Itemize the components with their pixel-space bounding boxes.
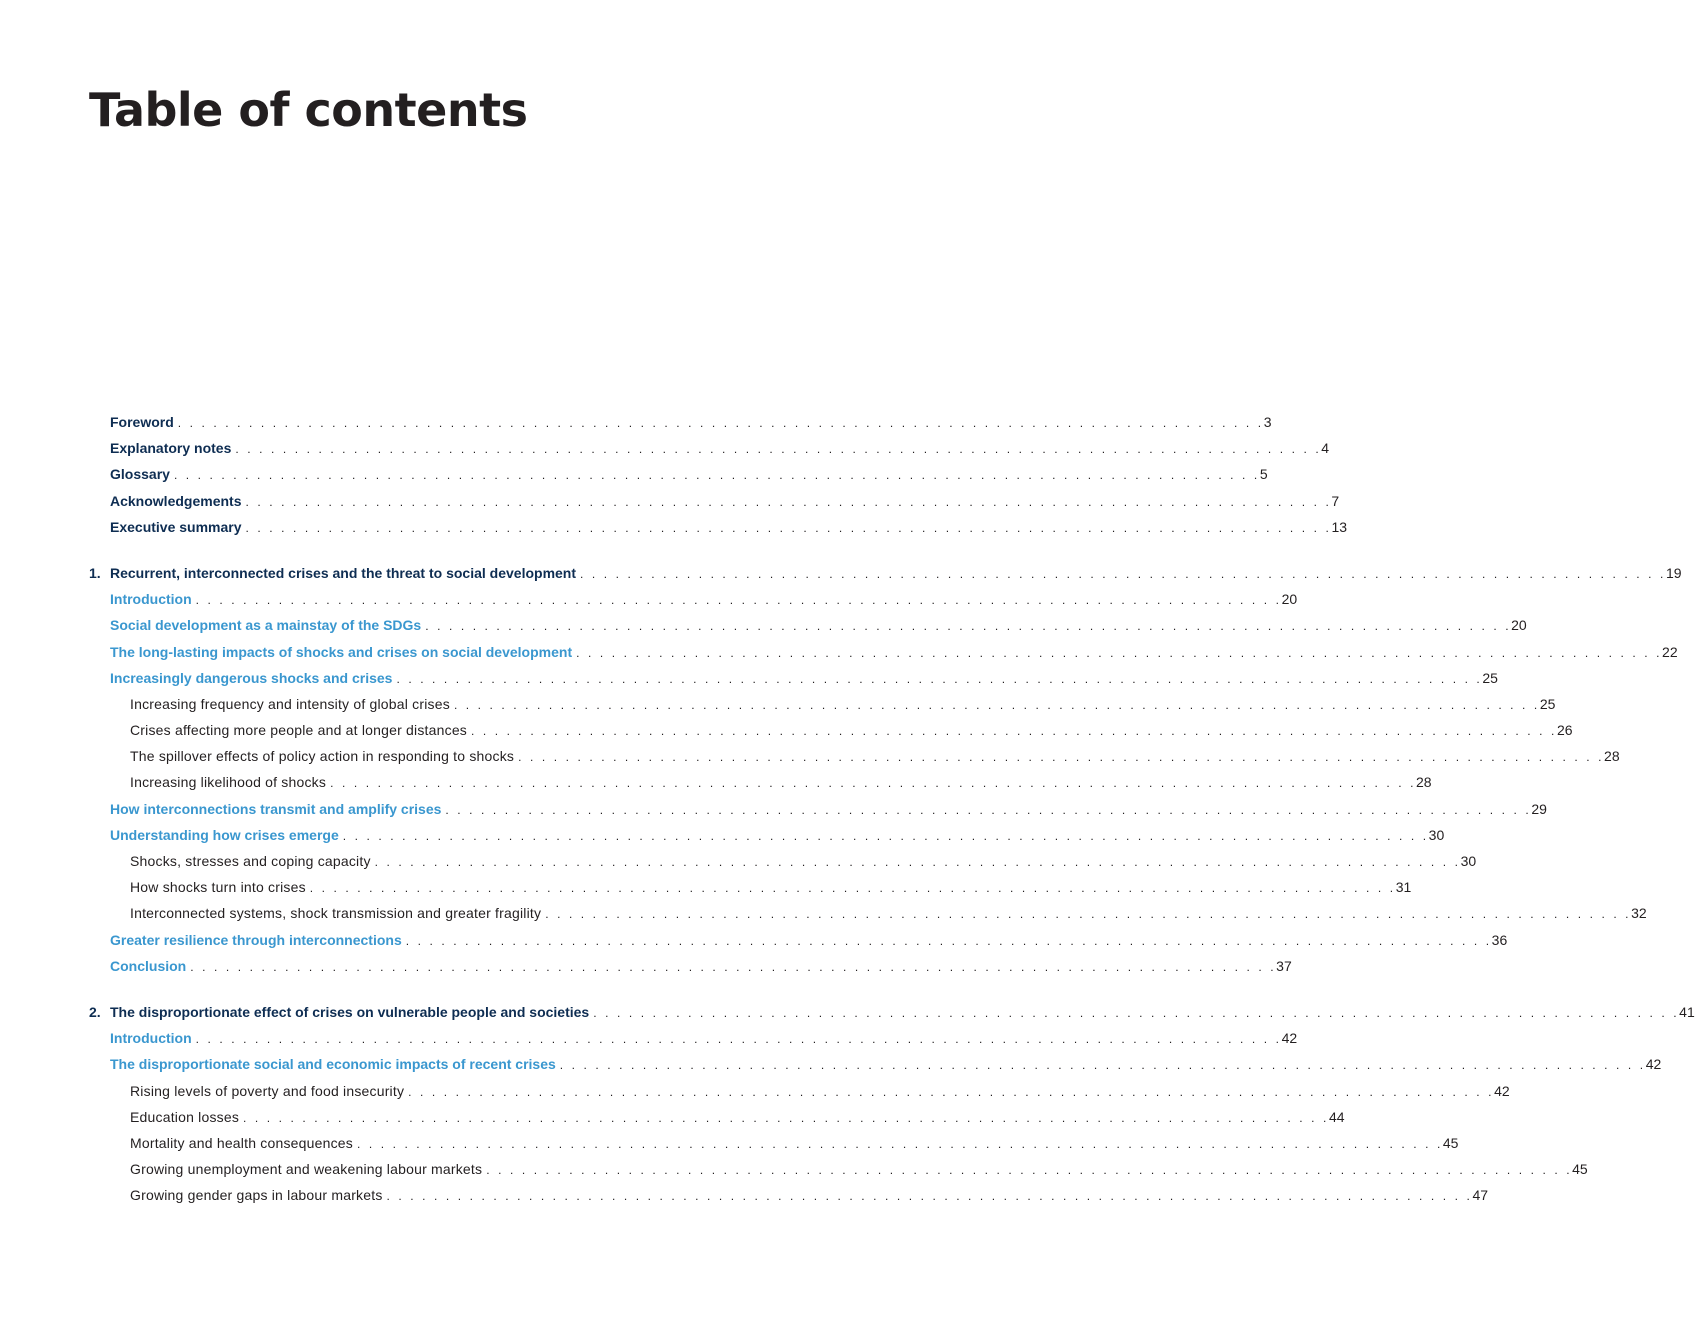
toc-chapter-entry[interactable]: [89, 560, 1682, 586]
toc-entry[interactable]: [89, 435, 1330, 461]
dot-leader: . . . . . . . . . . . . . . . . . . . . . . . . . . . . . . . . . . . . . . . . . . . . . . . . . . . . . . . . . . . . . . . . . . . . . . . . . . . . . . . . . . . . . . . . . . . .: [593, 1005, 1680, 1020]
toc-page-number: 20: [1511, 617, 1527, 634]
toc-section-entry[interactable]: [89, 1051, 1662, 1077]
toc-page-number: 28: [1416, 774, 1432, 791]
toc-entry-label: Acknowledgements: [110, 492, 242, 509]
toc-entry-label: Increasing frequency and intensity of global crises: [130, 695, 450, 712]
toc-entry-label: How shocks turn into crises: [130, 879, 306, 896]
toc-page-number: 36: [1491, 931, 1508, 948]
toc-entry-label: Introduction: [110, 1030, 192, 1047]
dot-leader: . . . . . . . . . . . . . . . . . . . . . . . . . . . . . . . . . . . . . . . . . . . . . . . . . . . . . . . . . . . . . . . . . . . . . . . . . . . . . . . . . . . . . . . . . . . .: [195, 593, 1282, 608]
toc-page-number: 30: [1460, 853, 1477, 869]
dot-leader: . . . . . . . . . . . . . . . . . . . . . . . . . . . . . . . . . . . . . . . . . . . . . . . . . . . . . . . . . . . . . . . . . . . . . . . . . . . . . . . . . . . . . . . . . . . .: [235, 442, 1322, 457]
toc-entry-label: Mortality and health consequences: [130, 1134, 353, 1151]
chapter-number: 2.: [89, 1003, 101, 1020]
toc-page-number: 19: [1665, 564, 1682, 581]
toc-page-number: 42: [1281, 1030, 1298, 1047]
toc-entry-label: Glossary: [110, 466, 170, 483]
toc-subsection-entry[interactable]: [89, 691, 1556, 717]
toc-page-number: 31: [1395, 879, 1412, 896]
toc-page-number: 28: [1604, 748, 1620, 765]
toc-section-entry[interactable]: [89, 612, 1527, 638]
toc-subsection-entry[interactable]: [89, 769, 1432, 795]
toc-subsection-entry[interactable]: [89, 1130, 1459, 1156]
dot-leader: . . . . . . . . . . . . . . . . . . . . . . . . . . . . . . . . . . . . . . . . . . . . . . . . . . . . . . . . . . . . . . . . . . . . . . . . . . . . . . . . . . . . . . . . . . . .: [576, 645, 1663, 660]
toc-subsection-entry[interactable]: [89, 1104, 1345, 1130]
toc-entry-label: Education losses: [130, 1108, 240, 1125]
toc-page-number: 42: [1645, 1056, 1662, 1073]
toc-page-number: 25: [1482, 669, 1498, 686]
toc-page-number: 32: [1631, 905, 1647, 922]
toc-entry-label: Conclusion: [110, 957, 187, 974]
toc-entry-label: Understanding how crises emerge: [110, 826, 339, 843]
toc-entry-label: Crises affecting more people and at longer distances: [130, 722, 468, 739]
toc-subsection-entry[interactable]: [89, 848, 1477, 874]
dot-leader: . . . . . . . . . . . . . . . . . . . . . . . . . . . . . . . . . . . . . . . . . . . . . . . . . . . . . . . . . . . . . . . . . . . . . . . . . . . . . . . . . . . . . . . . . . . .: [177, 416, 1264, 430]
toc-section-entry[interactable]: [89, 796, 1547, 822]
toc-page-number: 25: [1539, 695, 1556, 712]
dot-leader: . . . . . . . . . . . . . . . . . . . . . . . . . . . . . . . . . . . . . . . . . . . . . . . . . . . . . . . . . . . . . . . . . . . . . . . . . . . . . . . . . . . . . . . . . . . .: [425, 619, 1512, 634]
toc-page-number: 47: [1472, 1187, 1489, 1204]
toc-entry-label: Social development as a mainstay of the SDGs: [110, 617, 422, 634]
toc-subsection-entry[interactable]: [89, 717, 1573, 743]
toc-subsection-entry[interactable]: [89, 743, 1620, 769]
toc-entry-label: The long-lasting impacts of shocks and crises on social development: [110, 643, 573, 660]
dot-leader: . . . . . . . . . . . . . . . . . . . . . . . . . . . . . . . . . . . . . . . . . . . . . . . . . . . . . . . . . . . . . . . . . . . . . . . . . . . . . . . . . . . . . . . . . . . .: [243, 1110, 1329, 1125]
toc-entry[interactable]: [89, 461, 1268, 487]
dot-leader: . . . . . . . . . . . . . . . . . . . . . . . . . . . . . . . . . . . . . . . . . . . . . . . . . . . . . . . . . . . . . . . . . . . . . . . . . . . . . . . . . . . . . . . . . . . .: [386, 1189, 1473, 1204]
toc-subsection-entry[interactable]: [89, 1156, 1588, 1182]
toc-entry-label: Executive summary: [110, 518, 242, 535]
toc-entry-label: Introduction: [110, 591, 192, 608]
dot-leader: . . . . . . . . . . . . . . . . . . . . . . . . . . . . . . . . . . . . . . . . . . . . . . . . . . . . . . . . . . . . . . . . . . . . . . . . . . . . . . . . . . . . . . . . . . . .: [245, 494, 1332, 509]
dot-leader: . . . . . . . . . . . . . . . . . . . . . . . . . . . . . . . . . . . . . . . . . . . . . . . . . . . . . . . . . . . . . . . . . . . . . . . . . . . . . . . . . . . . . . . . . . . .: [408, 1084, 1495, 1099]
dot-leader: . . . . . . . . . . . . . . . . . . . . . . . . . . . . . . . . . . . . . . . . . . . . . . . . . . . . . . . . . . . . . . . . . . . . . . . . . . . . . . . . . . . . . . . . . . . .: [330, 776, 1417, 791]
toc-entry-label: Rising levels of poverty and food insecurity: [130, 1082, 405, 1099]
dot-leader: . . . . . . . . . . . . . . . . . . . . . . . . . . . . . . . . . . . . . . . . . . . . . . . . . . . . . . . . . . . . . . . . . . . . . . . . . . . . . . . . . . . . . . . . . . . .: [486, 1163, 1573, 1178]
dot-leader: . . . . . . . . . . . . . . . . . . . . . . . . . . . . . . . . . . . . . . . . . . . . . . . . . . . . . . . . . . . . . . . . . . . . . . . . . . . . . . . . . . . . . . . . . . . .: [245, 520, 1332, 535]
toc-page-number: 45: [1442, 1134, 1459, 1151]
toc-subsection-entry[interactable]: [89, 1182, 1489, 1208]
toc-entry-label: Growing unemployment and weakening labour markets: [130, 1161, 483, 1178]
toc-page-number: 4: [1321, 440, 1330, 457]
dot-leader: . . . . . . . . . . . . . . . . . . . . . . . . . . . . . . . . . . . . . . . . . . . . . . . . . . . . . . . . . . . . . . . . . . . . . . . . . . . . . . . . . . . . . . . . . . . .: [190, 959, 1277, 974]
toc-page-number: 22: [1662, 643, 1678, 660]
toc-entry-label: Recurrent, interconnected crises and the threat to social development: [110, 564, 577, 581]
toc-page-number: 42: [1494, 1082, 1510, 1099]
toc-section-entry[interactable]: [89, 639, 1678, 665]
toc-section-entry[interactable]: [89, 927, 1508, 953]
chapter-number: 1.: [89, 564, 101, 581]
dot-leader: . . . . . . . . . . . . . . . . . . . . . . . . . . . . . . . . . . . . . . . . . . . . . . . . . . . . . . . . . . . . . . . . . . . . . . . . . . . . . . . . . . . . . . . . . . . .: [342, 828, 1429, 843]
toc-page-number: 30: [1428, 826, 1445, 843]
toc-page-number: 44: [1328, 1108, 1345, 1125]
toc-subsection-entry[interactable]: [89, 874, 1412, 900]
toc-page-number: 7: [1331, 492, 1340, 509]
toc-chapter-entry[interactable]: [89, 999, 1695, 1025]
dot-leader: . . . . . . . . . . . . . . . . . . . . . . . . . . . . . . . . . . . . . . . . . . . . . . . . . . . . . . . . . . . . . . . . . . . . . . . . . . . . . . . . . . . . . . . . . . . .: [445, 802, 1532, 817]
toc-entry-label: The disproportionate effect of crises on vulnerable people and societies: [110, 1003, 590, 1020]
toc-section-entry[interactable]: [89, 665, 1498, 691]
page-title: Table of contents: [89, 83, 528, 137]
toc-page-number: 3: [1263, 414, 1272, 430]
dot-leader: . . . . . . . . . . . . . . . . . . . . . . . . . . . . . . . . . . . . . . . . . . . . . . . . . . . . . . . . . . . . . . . . . . . . . . . . . . . . . . . . . . . . . . . . . . . .: [356, 1136, 1443, 1151]
dot-leader: . . . . . . . . . . . . . . . . . . . . . . . . . . . . . . . . . . . . . . . . . . . . . . . . . . . . . . . . . . . . . . . . . . . . . . . . . . . . . . . . . . . . . . . . . . . .: [453, 697, 1540, 712]
toc-entry-label: The spillover effects of policy action in responding to shocks: [130, 748, 515, 765]
dot-leader: . . . . . . . . . . . . . . . . . . . . . . . . . . . . . . . . . . . . . . . . . . . . . . . . . . . . . . . . . . . . . . . . . . . . . . . . . . . . . . . . . . . . . . . . . . . .: [396, 671, 1483, 686]
dot-leader: . . . . . . . . . . . . . . . . . . . . . . . . . . . . . . . . . . . . . . . . . . . . . . . . . . . . . . . . . . . . . . . . . . . . . . . . . . . . . . . . . . . . . . . . . . . .: [309, 881, 1396, 896]
toc-subsection-entry[interactable]: [89, 900, 1647, 926]
toc-entry-label: Increasing likelihood of shocks: [130, 774, 327, 791]
toc-page-number: 13: [1331, 518, 1348, 535]
toc-entry[interactable]: [89, 514, 1348, 540]
table-of-contents: [89, 409, 1695, 1208]
dot-leader: . . . . . . . . . . . . . . . . . . . . . . . . . . . . . . . . . . . . . . . . . . . . . . . . . . . . . . . . . . . . . . . . . . . . . . . . . . . . . . . . . . . . . . . . . . . .: [173, 468, 1260, 483]
dot-leader: . . . . . . . . . . . . . . . . . . . . . . . . . . . . . . . . . . . . . . . . . . . . . . . . . . . . . . . . . . . . . . . . . . . . . . . . . . . . . . . . . . . . . . . . . . . .: [374, 855, 1461, 869]
toc-entry-label: Increasingly dangerous shocks and crises: [110, 669, 393, 686]
toc-entry-label: How interconnections transmit and amplify crises: [110, 800, 442, 817]
toc-section-entry[interactable]: [89, 1025, 1298, 1051]
toc-entry-label: Greater resilience through interconnections: [110, 931, 402, 948]
toc-entry-label: Interconnected systems, shock transmission and greater fragility: [130, 905, 542, 922]
toc-page-number: 5: [1259, 466, 1268, 483]
dot-leader: . . . . . . . . . . . . . . . . . . . . . . . . . . . . . . . . . . . . . . . . . . . . . . . . . . . . . . . . . . . . . . . . . . . . . . . . . . . . . . . . . . . . . . . . . . . .: [545, 907, 1632, 922]
dot-leader: . . . . . . . . . . . . . . . . . . . . . . . . . . . . . . . . . . . . . . . . . . . . . . . . . . . . . . . . . . . . . . . . . . . . . . . . . . . . . . . . . . . . . . . . . . . .: [580, 566, 1666, 581]
toc-page-number: 37: [1276, 957, 1292, 974]
dot-leader: . . . . . . . . . . . . . . . . . . . . . . . . . . . . . . . . . . . . . . . . . . . . . . . . . . . . . . . . . . . . . . . . . . . . . . . . . . . . . . . . . . . . . . . . . . . .: [471, 724, 1557, 739]
toc-page-number: 41: [1679, 1003, 1695, 1020]
toc-entry-label: The disproportionate social and economic impacts of recent crises: [110, 1056, 556, 1073]
toc-section-entry[interactable]: [89, 953, 1292, 979]
toc-entry-label: Growing gender gaps in labour markets: [130, 1187, 383, 1204]
toc-page-number: 26: [1556, 722, 1573, 739]
dot-leader: . . . . . . . . . . . . . . . . . . . . . . . . . . . . . . . . . . . . . . . . . . . . . . . . . . . . . . . . . . . . . . . . . . . . . . . . . . . . . . . . . . . . . . . . . . . .: [195, 1032, 1282, 1047]
dot-leader: . . . . . . . . . . . . . . . . . . . . . . . . . . . . . . . . . . . . . . . . . . . . . . . . . . . . . . . . . . . . . . . . . . . . . . . . . . . . . . . . . . . . . . . . . . . .: [518, 750, 1605, 765]
toc-entry[interactable]: [89, 488, 1340, 514]
toc-entry[interactable]: [89, 409, 1272, 435]
toc-page-number: 20: [1281, 591, 1298, 608]
toc-section-entry[interactable]: [89, 822, 1445, 848]
toc-entry-label: Shocks, stresses and coping capacity: [130, 853, 371, 869]
toc-subsection-entry[interactable]: [89, 1078, 1510, 1104]
dot-leader: . . . . . . . . . . . . . . . . . . . . . . . . . . . . . . . . . . . . . . . . . . . . . . . . . . . . . . . . . . . . . . . . . . . . . . . . . . . . . . . . . . . . . . . . . . . .: [405, 933, 1492, 948]
dot-leader: . . . . . . . . . . . . . . . . . . . . . . . . . . . . . . . . . . . . . . . . . . . . . . . . . . . . . . . . . . . . . . . . . . . . . . . . . . . . . . . . . . . . . . . . . . . .: [559, 1058, 1646, 1073]
toc-entry-label: Explanatory notes: [110, 440, 232, 457]
toc-section-entry[interactable]: [89, 586, 1298, 612]
toc-page-number: 45: [1572, 1161, 1588, 1178]
toc-page-number: 29: [1531, 800, 1547, 817]
toc-entry-label: Foreword: [110, 414, 174, 430]
